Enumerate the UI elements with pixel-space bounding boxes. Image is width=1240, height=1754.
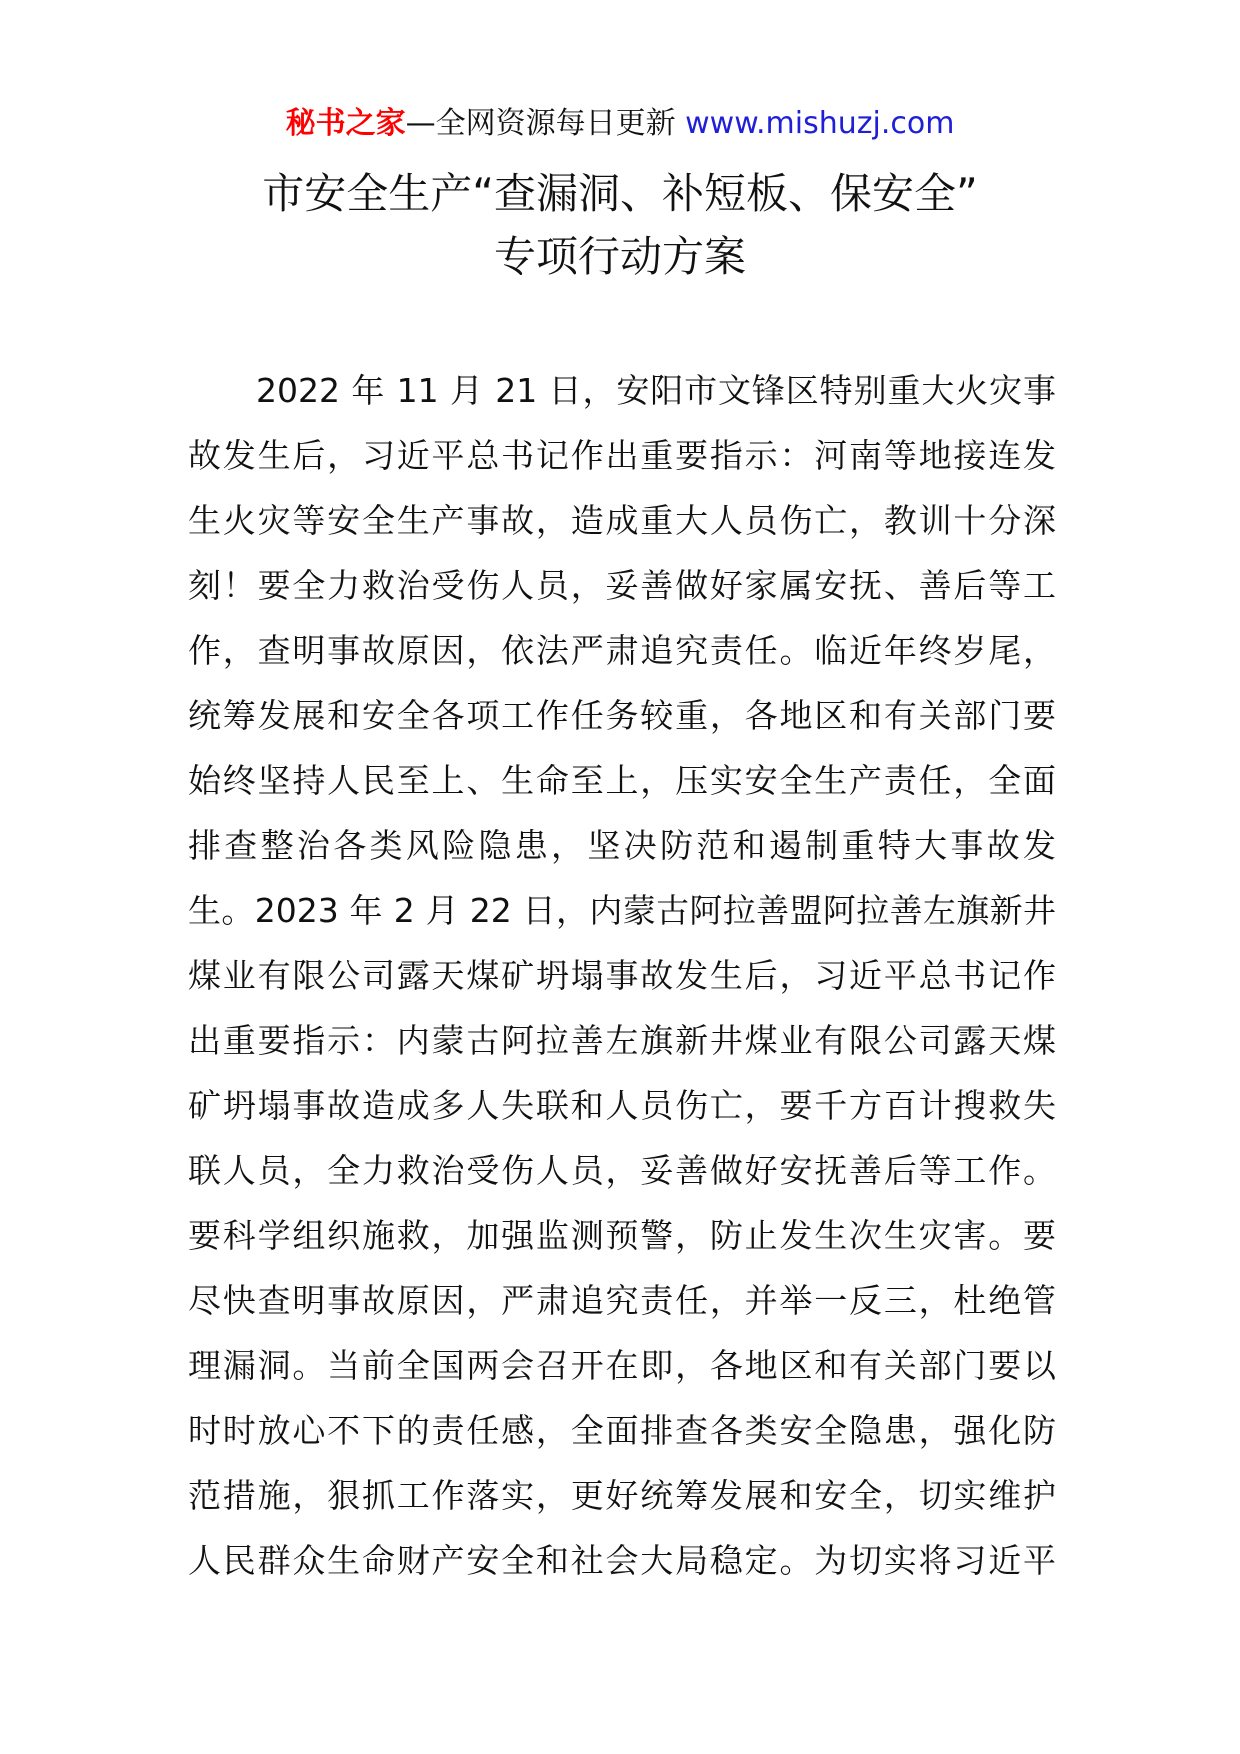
body-line: 排查整治各类风险隐患，坚决防范和遏制重特大事故发 (188, 826, 1056, 865)
website-link[interactable]: www.mishuzj.com (685, 106, 955, 141)
body-line: 煤业有限公司露天煤矿坍塌事故发生后，习近平总书记作 (188, 956, 1056, 995)
body-line: 人民群众生命财产安全和社会大局稳定。为切实将习近平 (188, 1541, 1056, 1580)
body-line: 联人员，全力救治受伤人员，妥善做好安抚善后等工作。 (188, 1151, 1056, 1190)
body-line: 尽快查明事故原因，严肃追究责任，并举一反三，杜绝管 (188, 1281, 1056, 1320)
brand-name: 秘书之家 (285, 106, 406, 141)
document-title-line-1: 市安全生产“查漏洞、补短板、保安全” (262, 169, 978, 218)
body-line: 出重要指示：内蒙古阿拉善左旗新井煤业有限公司露天煤 (188, 1021, 1056, 1060)
body-line: 生。2023 年 2 月 22 日，内蒙古阿拉善盟阿拉善左旗新井 (188, 891, 1056, 930)
body-line: 故发生后，习近平总书记作出重要指示：河南等地接连发 (188, 436, 1056, 475)
body-line: 要科学组织施救，加强监测预警，防止发生次生灾害。要 (188, 1216, 1056, 1255)
body-paragraph (188, 358, 1056, 1593)
body-line: 时时放心不下的责任感，全面排查各类安全隐患，强化防 (188, 1411, 1056, 1450)
body-line: 统筹发展和安全各项工作任务较重，各地区和有关部门要 (188, 696, 1056, 735)
body-line: 生火灾等安全生产事故，造成重大人员伤亡，教训十分深 (188, 501, 1056, 540)
body-line: 范措施，狠抓工作落实，更好统筹发展和安全，切实维护 (188, 1476, 1056, 1515)
body-line: 作，查明事故原因，依法严肃追究责任。临近年终岁尾， (188, 631, 1056, 670)
document-title-line-2: 专项行动方案 (493, 232, 746, 281)
body-line: 刻！要全力救治受伤人员，妥善做好家属安抚、善后等工 (188, 566, 1056, 605)
header-tagline: —全网资源每日更新 (405, 106, 686, 141)
body-line: 2022 年 11 月 21 日，安阳市文锋区特别重大火灾事 (256, 371, 1056, 410)
body-line: 始终坚持人民至上、生命至上，压实安全生产责任，全面 (188, 761, 1056, 800)
body-line: 矿坍塌事故造成多人失联和人员伤亡，要千方百计搜救失 (188, 1086, 1056, 1125)
body-line: 理漏洞。当前全国两会召开在即，各地区和有关部门要以 (188, 1346, 1056, 1385)
page-header (0, 104, 1240, 144)
